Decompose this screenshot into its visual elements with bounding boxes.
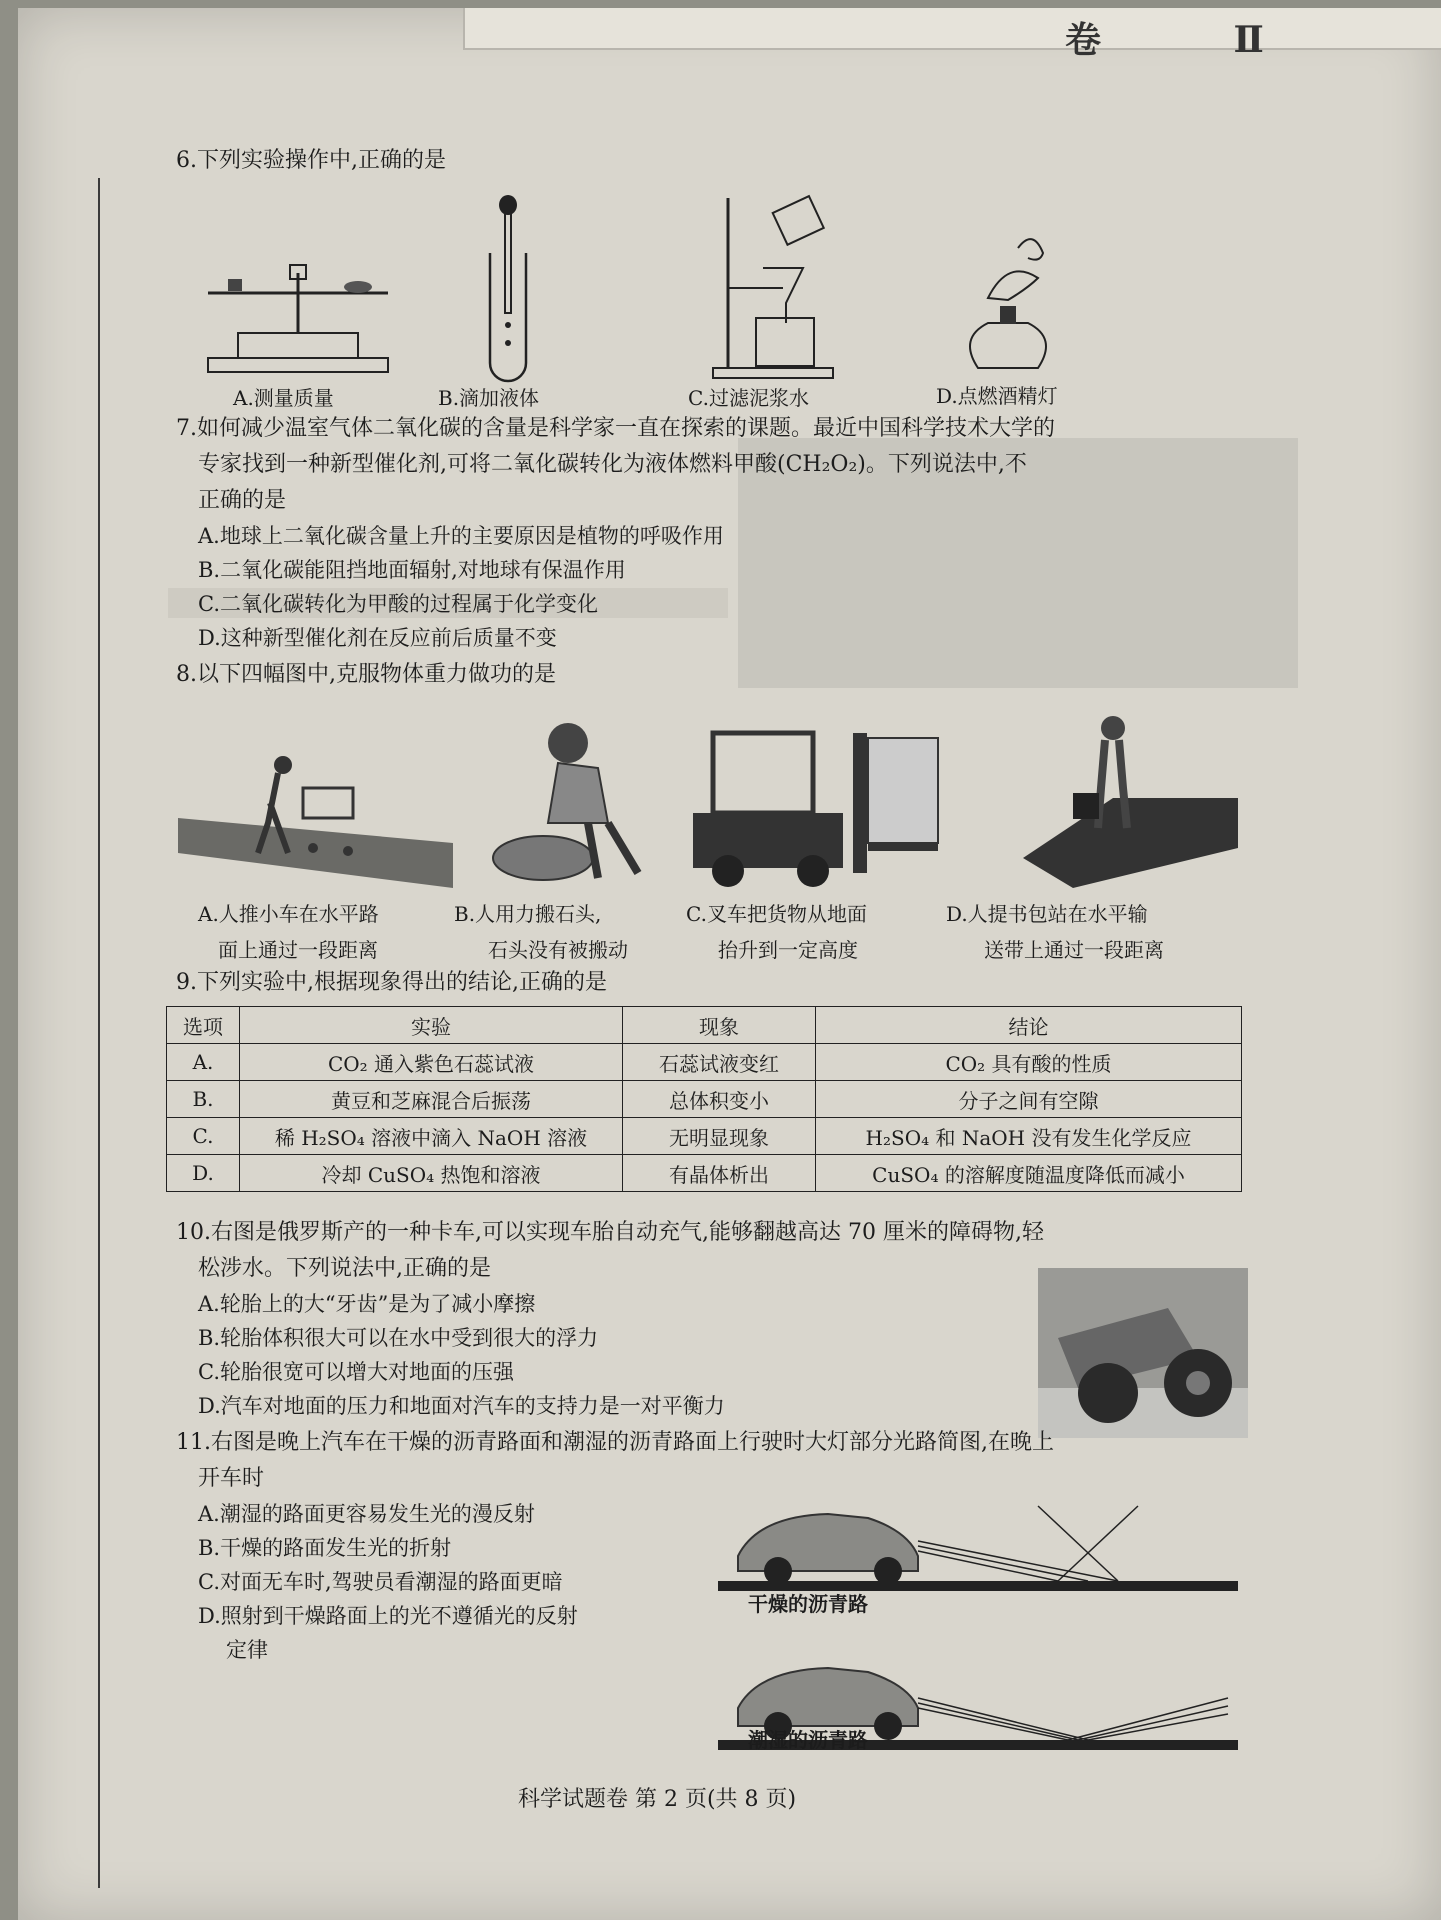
wet-road-label: 潮湿的沥青路 [748, 1728, 868, 1752]
q7-stem-line2: 专家找到一种新型催化剂,可将二氧化碳转化为液体燃料甲酸(CH₂O₂)。下列说法中,不 [198, 452, 1027, 477]
cell: CO₂ 通入紫色石蕊试液 [240, 1044, 623, 1081]
q10-option-b: B.轮胎体积很大可以在水中受到很大的浮力 [198, 1326, 599, 1350]
exam-page [18, 8, 1441, 1920]
cell: H₂SO₄ 和 NaOH 没有发生化学反应 [816, 1118, 1242, 1155]
dropper-tube-icon [478, 193, 538, 383]
push-cart-icon [178, 743, 453, 888]
left-margin-line [98, 178, 100, 1888]
cell: B. [167, 1081, 240, 1118]
table-header-row [167, 1007, 1242, 1044]
cell: 总体积变小 [623, 1081, 816, 1118]
q6-option-a: A.测量质量 [233, 386, 334, 410]
q6-stem: 6.下列实验操作中,正确的是 [176, 148, 446, 173]
cell: 黄豆和芝麻混合后振荡 [240, 1081, 623, 1118]
q10-stem-line2: 松涉水。下列说法中,正确的是 [198, 1256, 491, 1281]
underlying-sheet [463, 8, 1441, 61]
cell: 有晶体析出 [623, 1155, 816, 1192]
q11-option-b: B.干燥的路面发生光的折射 [198, 1536, 452, 1560]
cell: 石蕊试液变红 [623, 1044, 816, 1081]
balance-icon [198, 243, 398, 383]
q10-option-d: D.汽车对地面的压力和地面对汽车的支持力是一对平衡力 [198, 1394, 725, 1418]
header-conclusion: 结论 [816, 1007, 1242, 1044]
q7-option-d: D.这种新型催化剂在反应前后质量不变 [198, 626, 557, 650]
q8-option-c-line2: 抬升到一定高度 [718, 938, 858, 962]
q11-option-a: A.潮湿的路面更容易发生光的漫反射 [198, 1502, 535, 1526]
q11-stem-line2: 开车时 [198, 1466, 265, 1491]
dry-road-label: 干燥的沥青路 [748, 1592, 868, 1616]
cell: D. [167, 1155, 240, 1192]
filter-stand-icon [708, 188, 838, 383]
q7-option-b: B.二氧化碳能阻挡地面辐射,对地球有保温作用 [198, 558, 626, 582]
q6-option-c: C.过滤泥浆水 [688, 386, 809, 410]
q8-option-b-line1: B.人用力搬石头, [454, 902, 602, 926]
q11-option-c: C.对面无车时,驾驶员看潮湿的路面更暗 [198, 1570, 563, 1594]
q9-stem: 9.下列实验中,根据现象得出的结论,正确的是 [176, 970, 607, 995]
q8-option-d-line1: D.人提书包站在水平输 [946, 902, 1148, 926]
conveyor-bag-icon [1023, 708, 1238, 888]
truck-photo [1038, 1268, 1248, 1438]
q10-option-a: A.轮胎上的大“牙齿”是为了减小摩擦 [198, 1292, 536, 1316]
dry-road-diagram [718, 1486, 1238, 1606]
header-phenomenon: 现象 [623, 1007, 816, 1044]
q8-option-a-line1: A.人推小车在水平路 [198, 902, 379, 926]
q7-stem-line1: 7.如何减少温室气体二氧化碳的含量是科学家一直在探索的课题。最近中国科学技术大学的 [176, 416, 1055, 441]
cell: A. [167, 1044, 240, 1081]
sheet-header: 卷 Ⅱ [1065, 19, 1324, 61]
header-experiment: 实验 [240, 1007, 623, 1044]
cell: C. [167, 1118, 240, 1155]
q11-option-d: D.照射到干燥路面上的光不遵循光的反射 [198, 1604, 578, 1628]
q11-option-d-line2: 定律 [226, 1638, 268, 1662]
q8-stem: 8.以下四幅图中,克服物体重力做功的是 [176, 662, 556, 687]
table-row [167, 1044, 1242, 1081]
cell: 冷却 CuSO₄ 热饱和溶液 [240, 1155, 623, 1192]
cell: CuSO₄ 的溶解度随温度降低而减小 [816, 1155, 1242, 1192]
alcohol-lamp-icon [948, 228, 1068, 378]
q10-stem-line1: 10.右图是俄罗斯产的一种卡车,可以实现车胎自动充气,能够翻越高达 70 厘米的障碍物,轻 [176, 1220, 1044, 1245]
forklift-icon [683, 723, 943, 888]
q8-option-a-line2: 面上通过一段距离 [218, 938, 378, 962]
adjacent-page-edge [1419, 128, 1441, 1828]
cell: 无明显现象 [623, 1118, 816, 1155]
q8-option-c-line1: C.叉车把货物从地面 [686, 902, 867, 926]
cell: 分子之间有空隙 [816, 1081, 1242, 1118]
q8-option-d-line2: 送带上通过一段距离 [984, 938, 1164, 962]
q9-table [166, 1006, 1242, 1192]
q11-stem-line1: 11.右图是晚上汽车在干燥的沥青路面和潮湿的沥青路面上行驶时大灯部分光路简图,在晚上 [176, 1430, 1054, 1455]
q6-option-b: B.滴加液体 [438, 386, 540, 410]
q6-option-d: D.点燃酒精灯 [936, 384, 1058, 408]
table-row [167, 1081, 1242, 1118]
q7-option-c: C.二氧化碳转化为甲酸的过程属于化学变化 [198, 592, 598, 616]
cell: CO₂ 具有酸的性质 [816, 1044, 1242, 1081]
cell: 稀 H₂SO₄ 溶液中滴入 NaOH 溶液 [240, 1118, 623, 1155]
table-row [167, 1118, 1242, 1155]
page-footer: 科学试题卷 第 2 页(共 8 页) [518, 1787, 797, 1812]
q7-stem-line3: 正确的是 [198, 488, 287, 513]
q10-option-c: C.轮胎很宽可以增大对地面的压强 [198, 1360, 514, 1384]
q7-option-a: A.地球上二氧化碳含量上升的主要原因是植物的呼吸作用 [198, 524, 724, 548]
header-option: 选项 [167, 1007, 240, 1044]
lift-stone-icon [488, 713, 668, 888]
q8-option-b-line2: 石头没有被搬动 [488, 938, 628, 962]
table-row [167, 1155, 1242, 1192]
